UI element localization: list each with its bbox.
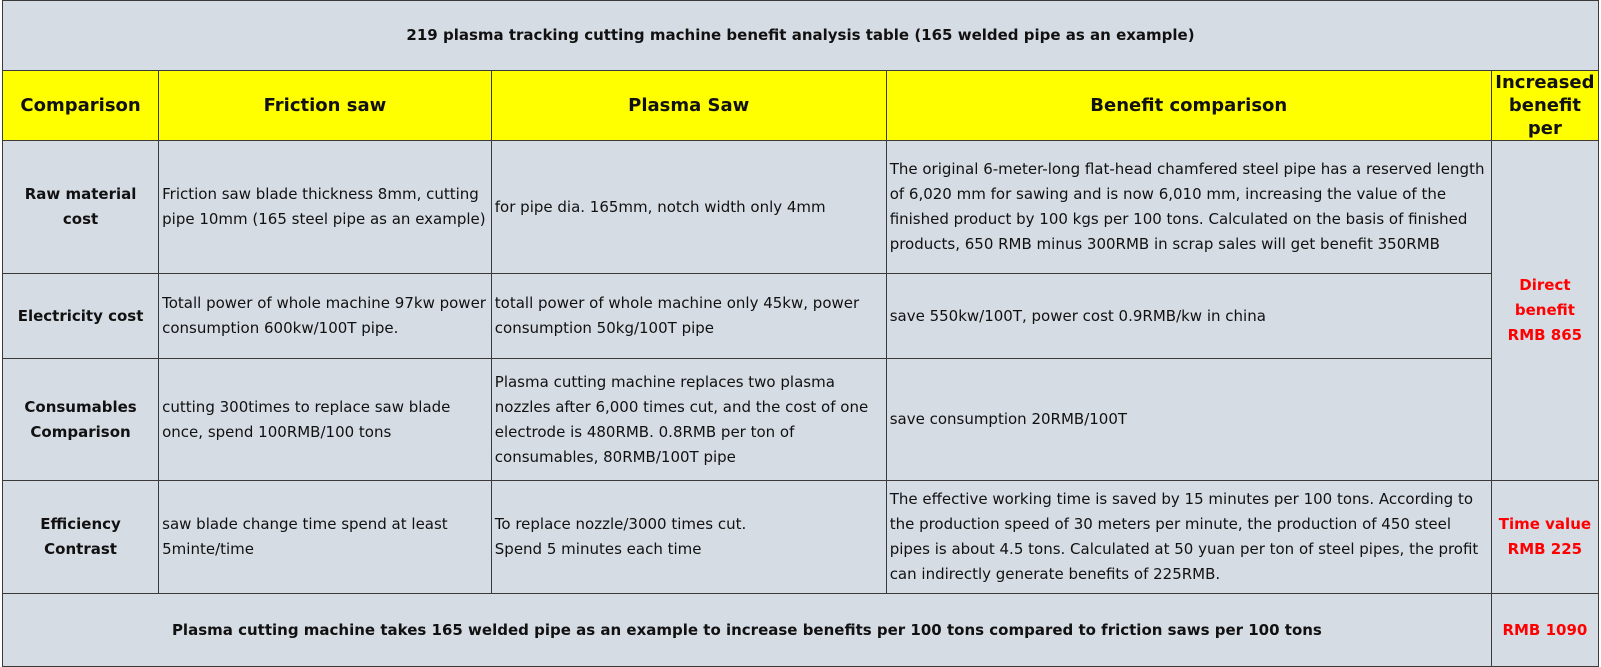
- table-row: [3, 481, 1599, 594]
- header-benefit-comparison: Benefit comparison: [886, 71, 1491, 141]
- table-row: [3, 141, 1599, 274]
- header-friction-saw: Friction saw: [159, 71, 492, 141]
- cell-benefit: The original 6-meter-long flat-head chamfered steel pipe has a reserved length of 6,020 mm for sawing and is now 6,010 mm, increasing the value of the finished product by 100 kgs per 100 tons. Calculated on the basis of finished products, 650 RMB minus 300RMB in scrap sales will get benefit 350RMB: [886, 141, 1491, 274]
- table-row: [3, 274, 1599, 359]
- cell-plasma: for pipe dia. 165mm, notch width only 4mm: [491, 141, 886, 274]
- cell-benefit: The effective working time is saved by 15 minutes per 100 tons. According to the production speed of 30 meters per minute, the production of 450 steel pipes is about 4.5 tons. Calculated at 50 yuan per ton of steel pipes, the profit can indirectly generate benefits of 225RMB.: [886, 481, 1491, 594]
- direct-benefit-line: Direct: [1519, 276, 1571, 294]
- direct-benefit-value: RMB 865: [1507, 326, 1583, 344]
- total-benefit: RMB 1090: [1491, 594, 1598, 667]
- row-label-electricity: [3, 274, 159, 359]
- cell-friction: saw blade change time spend at least 5minte/time: [159, 481, 492, 594]
- direct-benefit-cell: [1491, 141, 1598, 481]
- header-increased-line-2: benefit per: [1508, 95, 1581, 139]
- header-row: [3, 71, 1599, 141]
- row-label-efficiency: [3, 481, 159, 594]
- summary-text: Plasma cutting machine takes 165 welded pipe as an example to increase benefits per 100 tons compared to friction saws per 100 tons: [3, 594, 1492, 667]
- header-increased-benefit: [1491, 71, 1598, 141]
- table-title: 219 plasma tracking cutting machine benefit analysis table (165 welded pipe as an example): [3, 1, 1599, 71]
- cell-plasma: totall power of whole machine only 45kw, power consumption 50kg/100T pipe: [491, 274, 886, 359]
- cell-friction: Totall power of whole machine 97kw power consumption 600kw/100T pipe.: [159, 274, 492, 359]
- row-label-line: Raw material: [24, 185, 137, 203]
- time-value-amount: RMB 225: [1507, 540, 1583, 558]
- row-label-consumables: [3, 359, 159, 481]
- cell-plasma-line: To replace nozzle/3000 times cut.: [494, 515, 747, 533]
- row-label-raw-material: [3, 141, 159, 274]
- cell-plasma: [491, 481, 886, 594]
- benefit-analysis-table: [2, 0, 1599, 667]
- cell-friction: Friction saw blade thickness 8mm, cutting pipe 10mm (165 steel pipe as an example): [159, 141, 492, 274]
- cell-plasma: Plasma cutting machine replaces two plasma nozzles after 6,000 times cut, and the cost of one electrode is 480RMB. 0.8RMB per ton of consumables, 80RMB/100T pipe: [491, 359, 886, 481]
- header-comparison: Comparison: [3, 71, 159, 141]
- row-label-line: Contrast: [44, 540, 117, 558]
- row-label-line: Electricity cost: [17, 306, 144, 325]
- summary-row: [3, 594, 1599, 667]
- direct-benefit-line: benefit: [1514, 301, 1575, 319]
- row-label-line: cost: [62, 210, 99, 228]
- header-plasma-saw: Plasma Saw: [491, 71, 886, 141]
- header-increased-line-1: Increased: [1495, 72, 1595, 93]
- cell-benefit: save consumption 20RMB/100T: [886, 359, 1491, 481]
- cell-friction: cutting 300times to replace saw blade once, spend 100RMB/100 tons: [159, 359, 492, 481]
- row-label-line: Comparison: [30, 422, 131, 441]
- row-label-line: Efficiency: [40, 515, 121, 533]
- time-value-label: Time value: [1498, 515, 1592, 533]
- cell-plasma-line: Spend 5 minutes each time: [494, 540, 702, 558]
- row-label-line: Consumables: [24, 397, 137, 416]
- time-value-cell: [1491, 481, 1598, 594]
- table-row: [3, 359, 1599, 481]
- cell-benefit: save 550kw/100T, power cost 0.9RMB/kw in china: [886, 274, 1491, 359]
